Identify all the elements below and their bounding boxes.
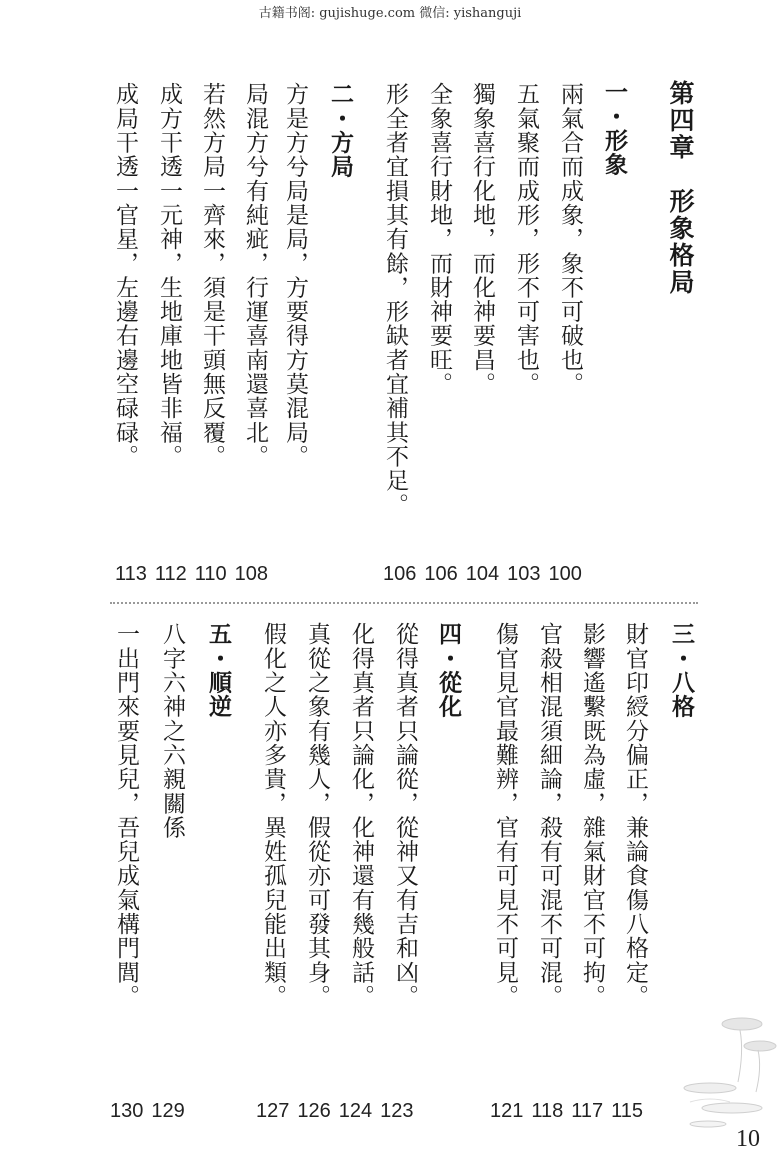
page-ref: 126: [297, 1100, 331, 1122]
page-ref: 110: [194, 563, 227, 585]
page-ref: 100: [548, 563, 582, 585]
text-column: 若然方局一齊來，須是干頭無反覆。: [199, 82, 225, 469]
text-column: 成局干透一官星，左邊右邊空碌碌。: [112, 82, 138, 469]
text-column: 獨象喜行化地，而化神要昌。: [469, 82, 495, 396]
section-heading-eight-patterns: 三・八格: [668, 622, 695, 719]
watermark-text: 古籍书阁: gujishuge.com 微信: yishanguji: [258, 6, 522, 21]
page-ref: 108: [234, 563, 269, 585]
text-column: 八字六神之六親關係: [159, 622, 185, 840]
page-ref: 121: [490, 1100, 524, 1122]
text-column: 兩氣合而成象，象不可破也。: [557, 82, 583, 396]
text-column: 成方干透一元神，生地庫地皆非福。: [156, 82, 182, 469]
page-refs-bottom-right: [490, 1100, 643, 1123]
text-column: 五氣聚而成形，形不可害也。: [513, 82, 539, 396]
page-ref: 127: [256, 1100, 290, 1122]
page-ref: 117: [571, 1100, 604, 1122]
page-ref: 106: [424, 563, 458, 585]
text-column: 財官印綬分偏正，兼論食傷八格定。: [622, 622, 648, 1009]
text-column: 局混方兮有純疵，行運喜南還喜北。: [242, 82, 268, 469]
page-ref: 118: [531, 1100, 564, 1122]
page-ref: 115: [611, 1100, 644, 1122]
page-ref: 104: [465, 563, 500, 585]
text-column: 官殺相混須細論，殺有可混不可混。: [536, 622, 562, 1009]
page-ref: 103: [507, 563, 541, 585]
text-column: 假化之人亦多貴，異姓孤兒能出類。: [260, 622, 286, 1009]
chapter-title: 第四章 形象格局: [666, 80, 695, 296]
page-ref: 113: [115, 563, 147, 585]
page-ref: 129: [151, 1100, 185, 1122]
text-column: 化得真者只論化，化神還有幾般話。: [348, 622, 374, 1009]
dotted-divider: [110, 602, 698, 604]
section-heading-direction: 二・方局: [327, 82, 354, 179]
text-column: 形全者宜損其有餘，形缺者宜補其不足。: [382, 82, 408, 517]
lotus-illustration: [670, 1012, 780, 1152]
page-ref: 112: [154, 563, 187, 585]
text-column: 全象喜行財地，而財神要旺。: [426, 82, 452, 396]
section-heading-smooth-reverse: 五・順逆: [205, 622, 232, 719]
page-ref: 124: [338, 1100, 373, 1122]
section-heading-form: 一・形象: [601, 80, 628, 177]
text-column: 方是方兮局是局，方要得方莫混局。: [282, 82, 308, 469]
page-ref: 123: [380, 1100, 414, 1122]
text-column: 影響遙繫既為虛，雜氣財官不可拘。: [579, 622, 605, 1009]
page-ref: 130: [110, 1100, 144, 1122]
page-number: 10: [736, 1126, 760, 1152]
text-column: 從得真者只論從，從神又有吉和凶。: [392, 622, 418, 1009]
page-refs-bottom-mid: [256, 1100, 414, 1123]
page-refs-bottom-left: [110, 1100, 185, 1123]
section-heading-follow-transform: 四・從化: [435, 622, 462, 719]
page-refs-top-right: [383, 563, 582, 586]
page-refs-top-left: [115, 563, 268, 586]
page-ref: 106: [383, 563, 417, 585]
text-column: 一出門來要見兒，吾兒成氣構門閭。: [113, 622, 139, 1009]
text-column: 真從之象有幾人，假從亦可發其身。: [304, 622, 330, 1009]
text-column: 傷官見官最難辨，官有可見不可見。: [492, 622, 518, 1009]
